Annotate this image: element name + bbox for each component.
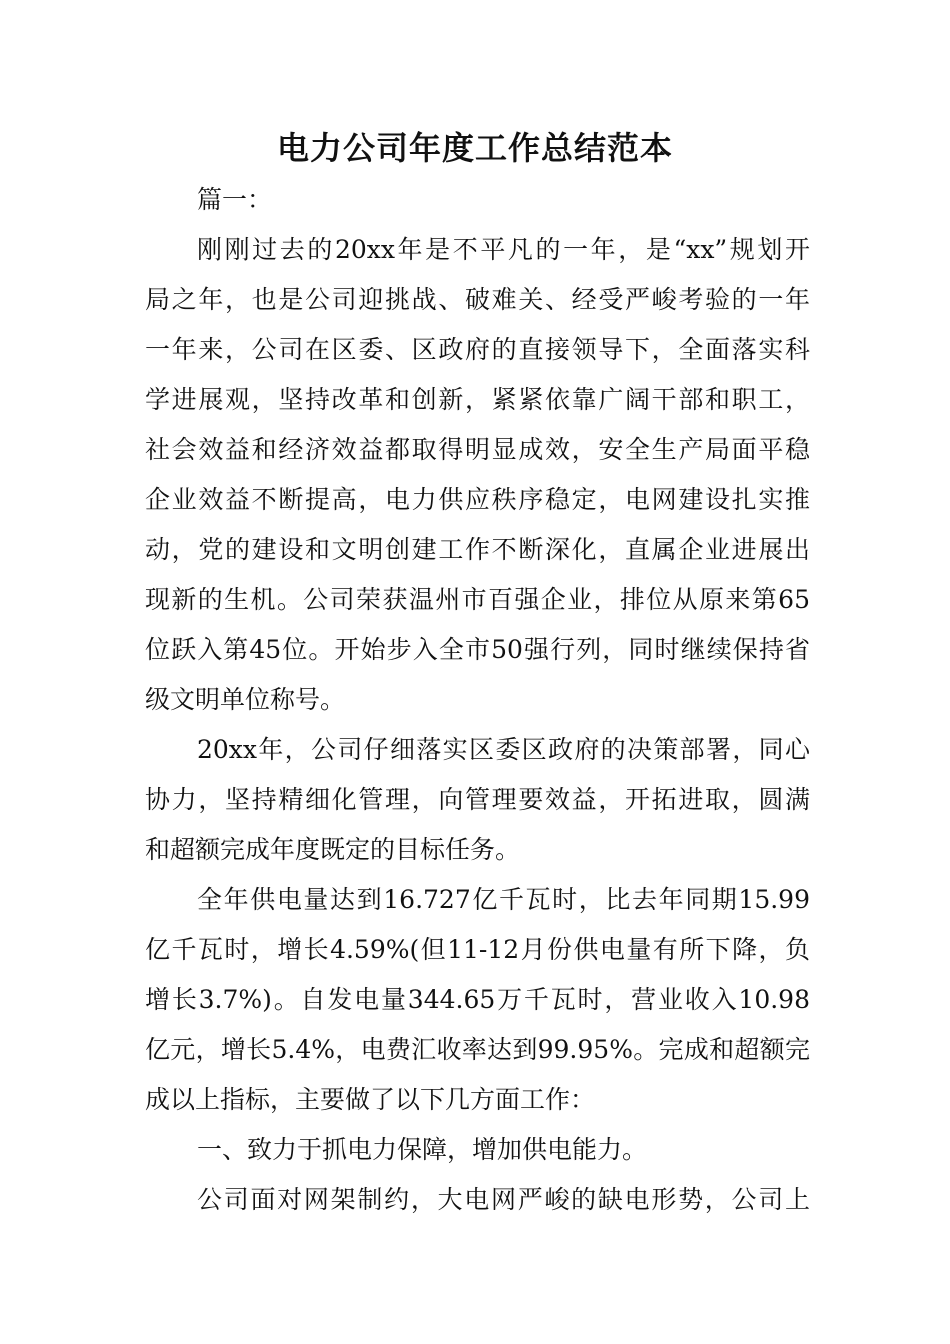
body-line: 一年来，公司在区委、区政府的直接领导下，全面落实科 bbox=[145, 335, 810, 364]
body-line: 动，党的建设和文明创建工作不断深化，直属企业进展出 bbox=[145, 535, 810, 564]
section-label: 篇一： bbox=[197, 185, 273, 214]
body-line: 学进展观，坚持改革和创新，紧紧依靠广阔干部和职工， bbox=[145, 385, 810, 414]
body-line: 企业效益不断提高，电力供应秩序稳定，电网建设扎实推 bbox=[145, 485, 810, 514]
body-line: 位跃入第45位。开始步入全市50强行列，同时继续保持省 bbox=[145, 635, 810, 664]
body-line: 公司面对网架制约，大电网严峻的缺电形势，公司上 bbox=[197, 1185, 810, 1214]
body-line: 局之年，也是公司迎挑战、破难关、经受严峻考验的一年 bbox=[145, 285, 810, 314]
body-line: 协力，坚持精细化管理，向管理要效益，开拓进取，圆满 bbox=[145, 785, 810, 814]
body-line: 成以上指标，主要做了以下几方面工作： bbox=[145, 1085, 596, 1114]
body-line: 和超额完成年度既定的目标任务。 bbox=[145, 835, 521, 864]
document-title: 电力公司年度工作总结范本 bbox=[276, 129, 673, 167]
body-line: 刚刚过去的20xx年是不平凡的一年，是“xx”规划开 bbox=[197, 235, 810, 264]
body-line: 亿千瓦时，增长4.59%(但11-12月份供电量有所下降，负 bbox=[145, 935, 810, 964]
body-line: 增长3.7%)。自发电量344.65万千瓦时，营业收入10.98 bbox=[145, 985, 810, 1014]
section-heading: 一、致力于抓电力保障，增加供电能力。 bbox=[197, 1135, 648, 1164]
body-line: 社会效益和经济效益都取得明显成效，安全生产局面平稳 bbox=[145, 435, 810, 464]
body-line: 级文明单位称号。 bbox=[145, 685, 346, 714]
body-line: 现新的生机。公司荣获温州市百强企业，排位从原来第65 bbox=[145, 585, 810, 614]
body-line: 全年供电量达到16.727亿千瓦时，比去年同期15.99 bbox=[197, 885, 810, 914]
body-line: 20xx年，公司仔细落实区委区政府的决策部署，同心 bbox=[197, 735, 810, 764]
body-line: 亿元，增长5.4%，电费汇收率达到99.95%。完成和超额完 bbox=[145, 1035, 810, 1064]
